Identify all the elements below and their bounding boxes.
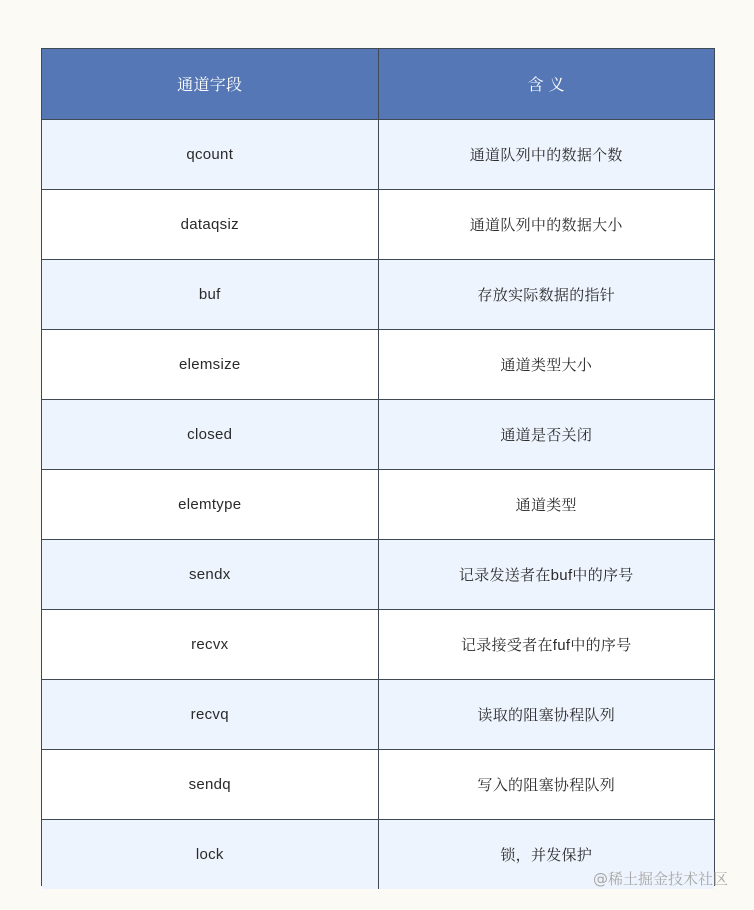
table-body — [42, 119, 714, 889]
table-row — [42, 189, 714, 259]
meaning-cell: 通道队列中的数据个数 — [378, 119, 714, 189]
field-cell: dataqsiz — [42, 189, 378, 259]
field-cell: closed — [42, 399, 378, 469]
table-row — [42, 749, 714, 819]
meaning-cell: 存放实际数据的指针 — [378, 259, 714, 329]
field-cell: lock — [42, 819, 378, 889]
table-row — [42, 539, 714, 609]
field-cell: buf — [42, 259, 378, 329]
table-row — [42, 609, 714, 679]
meaning-cell: 锁，并发保护 — [378, 819, 714, 889]
table-header — [42, 49, 714, 119]
meaning-cell: 记录发送者在buf中的序号 — [378, 539, 714, 609]
meaning-cell: 记录接受者在fuf中的序号 — [378, 609, 714, 679]
field-cell: sendx — [42, 539, 378, 609]
table-row — [42, 679, 714, 749]
field-cell: elemtype — [42, 469, 378, 539]
header-meaning: 含 义 — [378, 49, 714, 119]
meaning-cell: 写入的阻塞协程队列 — [378, 749, 714, 819]
table-row — [42, 329, 714, 399]
table-row — [42, 399, 714, 469]
table-row — [42, 259, 714, 329]
data-table — [42, 49, 714, 889]
meaning-cell: 通道类型大小 — [378, 329, 714, 399]
field-cell: qcount — [42, 119, 378, 189]
field-cell: elemsize — [42, 329, 378, 399]
meaning-cell: 读取的阻塞协程队列 — [378, 679, 714, 749]
field-cell: sendq — [42, 749, 378, 819]
watermark: @稀土掘金技术社区 — [592, 870, 728, 888]
header-field: 通道字段 — [42, 49, 378, 119]
meaning-cell: 通道是否关闭 — [378, 399, 714, 469]
header-row — [42, 49, 714, 119]
field-cell: recvx — [42, 609, 378, 679]
field-cell: recvq — [42, 679, 378, 749]
channel-fields-table — [41, 48, 715, 886]
meaning-cell: 通道队列中的数据大小 — [378, 189, 714, 259]
table-row — [42, 469, 714, 539]
meaning-cell: 通道类型 — [378, 469, 714, 539]
table-row — [42, 119, 714, 189]
